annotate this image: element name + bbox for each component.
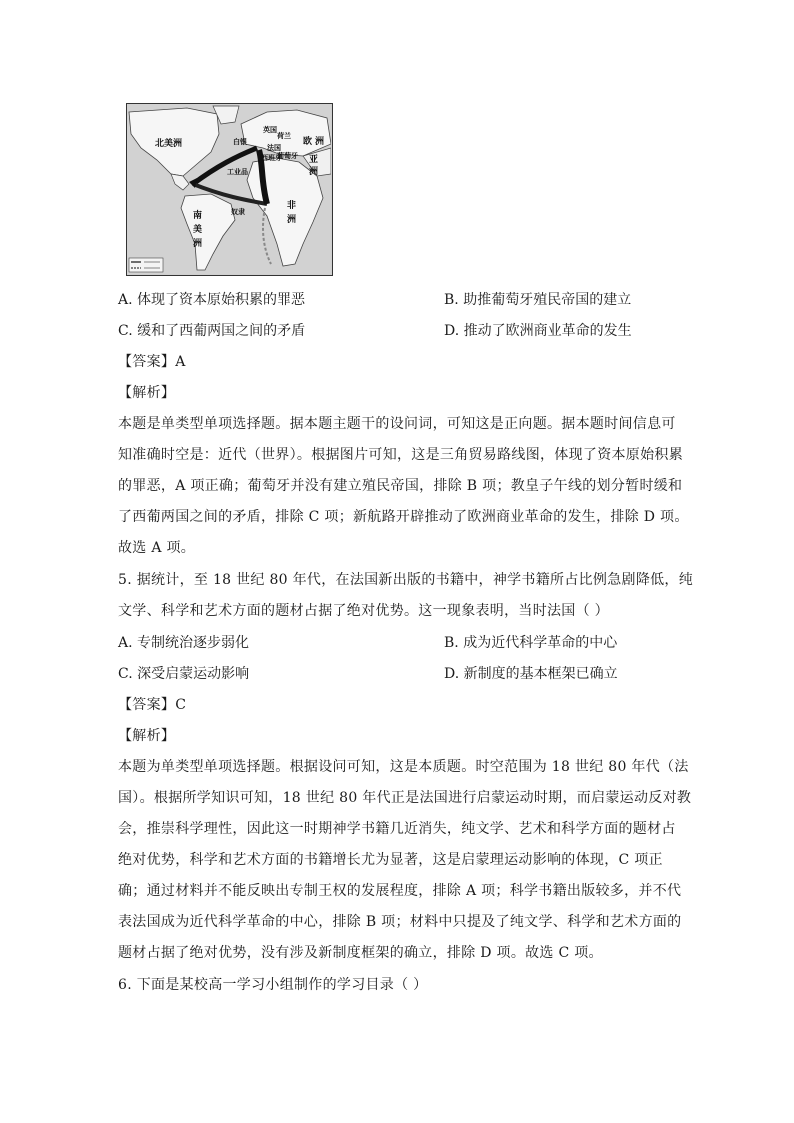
q5-analysis-title: 【解析】	[118, 728, 176, 744]
q5-analysis-line: 国）。根据所学知识可知，18 世纪 80 年代正是法国进行启蒙运动时期，而启蒙运动反对教	[118, 790, 692, 806]
q4-option-d: D. 推动了欧洲商业革命的发生	[444, 323, 632, 339]
q5-analysis-line: 题材占据了绝对优势，没有涉及新制度框架的确立，排除 D 项。故选 C 项。	[118, 945, 603, 961]
map-label-africa-2: 洲	[287, 215, 297, 225]
q5-option-c: C. 深受启蒙运动影响	[118, 666, 250, 682]
q5-analysis-line: 表法国成为近代科学革命的中心，排除 B 项；材料中只提及了纯文学、科学和艺术方面的	[118, 914, 682, 930]
q5-answer: 【答案】C	[118, 697, 187, 713]
map-label-europe-1: 欧	[303, 137, 313, 147]
map-graphic	[127, 104, 331, 274]
map-label-asia-2: 洲	[309, 167, 319, 177]
map-label-south-america-1: 南	[193, 211, 203, 221]
map-label-south-america-3: 洲	[193, 239, 203, 249]
map-label-slaves: 奴隶	[231, 208, 245, 216]
q4-analysis-title: 【解析】	[118, 385, 176, 401]
map-label-north-america: 北美洲	[155, 139, 183, 149]
q4-analysis-line: 知准确时空是：近代（世界）。根据图片可知，这是三角贸易路线图，体现了资本原始积累	[118, 447, 683, 463]
q4-analysis-line: 本题是单类型单项选择题。据本题主题干的设问词，可知这是正向题。据本题时间信息可	[118, 416, 676, 432]
map-label-europe-2: 洲	[315, 137, 325, 147]
q4-analysis-line: 了西葡两国之间的矛盾，排除 C 项；新航路开辟推动了欧洲商业革命的发生，排除 D 项。	[118, 509, 689, 525]
q4-option-c: C. 缓和了西葡两国之间的矛盾	[118, 323, 306, 339]
map-label-asia-1: 亚	[309, 155, 319, 165]
map-label-netherlands: 荷兰	[277, 132, 291, 140]
q5-analysis-line: 确；通过材料并不能反映出专制王权的发展程度，排除 A 项；科学书籍出版较多，并不代	[118, 883, 682, 899]
q5-analysis-line: 绝对优势，科学和艺术方面的书籍增长尤为显著，这是启蒙理运动影响的体现，C 项正	[118, 852, 663, 868]
q5-analysis-line: 本题为单类型单项选择题。根据设问可知，这是本质题。时空范围为 18 世纪 80 年代（法	[118, 759, 689, 775]
q5-option-b: B. 成为近代科学革命的中心	[444, 635, 618, 651]
triangular-trade-map	[126, 103, 333, 276]
q5-analysis-line: 会，推崇科学理性，因此这一时期神学书籍几近消失，纯文学、艺术和科学方面的题材占	[118, 821, 676, 837]
q5-stem-line: 5. 据统计，至 18 世纪 80 年代，在法国新出版的书籍中，神学书籍所占比例急剧降低，纯	[118, 572, 694, 588]
q4-analysis-line: 故选 A 项。	[118, 540, 196, 556]
map-label-france: 法国	[267, 144, 281, 152]
q4-answer: 【答案】A	[118, 354, 186, 370]
q5-option-a: A. 专制统治逐步弱化	[118, 635, 250, 651]
map-legend	[129, 258, 163, 272]
q6-stem: 6. 下面是某校高一学习小组制作的学习目录（ ）	[118, 977, 428, 993]
q4-analysis-line: 的罪恶，A 项正确；葡萄牙并没有建立殖民帝国，排除 B 项；教皇子午线的划分暂时缓和	[118, 478, 683, 494]
map-label-africa-1: 非	[287, 201, 297, 211]
map-label-england: 英国	[263, 126, 277, 134]
q4-option-a: A. 体现了资本原始积累的罪恶	[118, 292, 306, 308]
q4-option-b: B. 助推葡萄牙殖民帝国的建立	[444, 292, 632, 308]
map-label-portugal: 葡萄牙	[277, 152, 298, 160]
q5-option-d: D. 新制度的基本框架已确立	[444, 666, 618, 682]
map-label-south-america-2: 美	[193, 225, 203, 235]
map-label-goods: 工业品	[227, 168, 248, 176]
map-label-spain: 西班牙	[261, 154, 282, 162]
q5-stem-line: 文学、科学和艺术方面的题材占据了绝对优势。这一现象表明，当时法国（ ）	[118, 603, 609, 619]
map-label-silver: 白银	[233, 138, 247, 146]
